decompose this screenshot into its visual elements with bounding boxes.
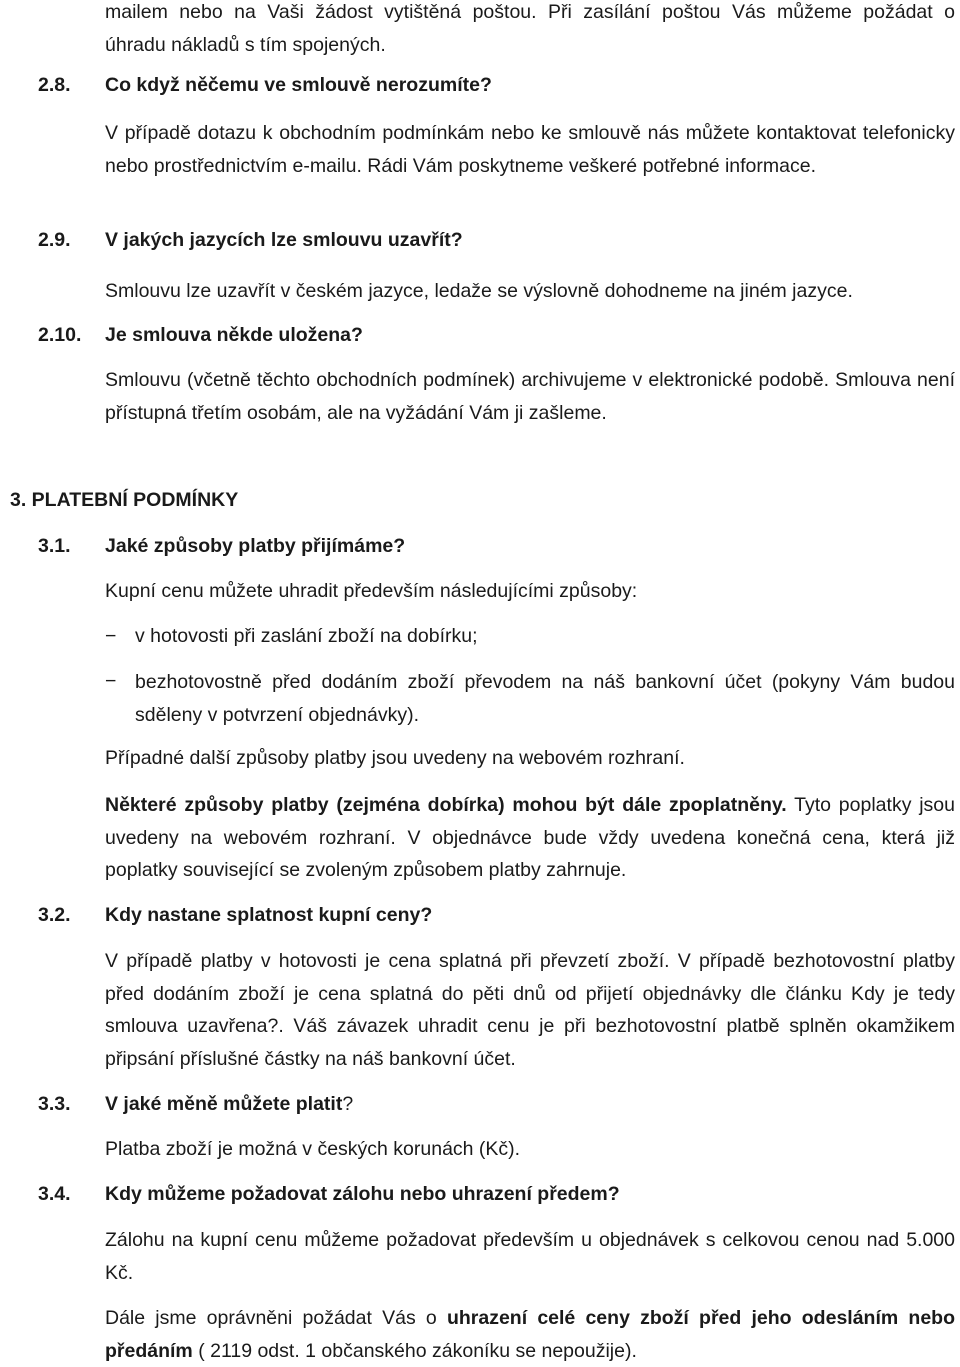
section-title: Je smlouva někde uložena? [105, 324, 363, 346]
p2-start: Dále jsme oprávněni požádat Vás o [105, 1307, 447, 1329]
section-number: 3.1. [38, 535, 71, 557]
section-title-end: ? [342, 1093, 354, 1115]
section-title: V jaké měně můžete platit [105, 1093, 343, 1115]
p2-end: ( 2119 odst. 1 občanského zákoníku se nepoužije). [192, 1339, 637, 1362]
section-title: Co když něčemu ve smlouvě nerozumíte? [105, 74, 492, 96]
p2-bold: uhrazení celé ceny zboží před jeho odesláním nebo předáním [105, 1307, 955, 1362]
intro-paragraph [105, 0, 955, 61]
section-title: Kdy nastane splatnost kupní ceny? [105, 904, 433, 926]
section-text: Zálohu na kupní cenu můžeme požadovat především u objednávek s celkovou cenou nad 5.000 Kč. [105, 1229, 955, 1284]
section-text: Platba zboží je možná v českých korunách (Kč). [105, 1138, 521, 1160]
section-title-wrap [105, 1093, 955, 1116]
bullet-mark: − [105, 670, 117, 692]
fees-rest: Tyto poplatky jsou uvedeny na webovém rozhraní. V objednávce bude vždy uvedena konečná cena, která již poplatky související se zvoleným způsobem platby zahrnuje. [105, 794, 956, 881]
chapter-heading: 3. PLATEBNÍ PODMÍNKY [10, 489, 239, 511]
section-text: V případě dotazu k obchodním podmínkám nebo ke smlouvě nás můžete kontaktovat telefonicky nebo prostřednictvím e-mailu. Rádi Vám poskytneme veškeré potřebné informace. [105, 122, 955, 177]
section-title: V jakých jazycích lze smlouvu uzavřít? [105, 229, 463, 251]
section-text: V případě platby v hotovosti je cena splatná při převzetí zboží. V případě bezhotovostní platby před dodáním zboží je cena splatná do pěti dnů od přijetí objednávky dle článku Kdy je tedy smlouva uzavřena?. Váš závazek uhradit cenu je při bezhotovostní platbě splněn okamžikem připsání příslušné částky na náš bankovní účet. [105, 950, 955, 1070]
section-number: 3.4. [38, 1183, 71, 1205]
intro-line-2: úhradu nákladů s tím spojených. [105, 33, 386, 56]
section-number: 3.2. [38, 904, 71, 926]
fees-bold: Některé způsoby platby (zejména dobírka) mohou být dále zpoplatněny. [105, 794, 787, 816]
payment-fees [105, 789, 955, 887]
section-number: 3.3. [38, 1093, 71, 1115]
bullet-item: bezhotovostně před dodáním zboží převodem na náš bankovní účet (pokyny Vám budou sděleny v potvrzení objednávky). [135, 671, 955, 726]
section-text: Smlouvu lze uzavřít v českém jazyce, ledaže se výslovně dohodneme na jiném jazyce. [105, 280, 853, 302]
payment-other: Případné další způsoby platby jsou uvedeny na webovém rozhraní. [105, 747, 685, 769]
section-text-2 [105, 1302, 955, 1367]
section-number: 2.9. [38, 229, 71, 251]
section-number: 2.10. [38, 324, 82, 346]
section-text: Smlouvu (včetně těchto obchodních podmínek) archivujeme v elektronické podobě. Smlouva není přístupná třetím osobám, ale na vyžádání Vám ji zašleme. [105, 369, 955, 424]
intro-line-1: mailem nebo na Vaši žádost vytištěná poštou. Při zasílání poštou Vás můžeme požádat o [105, 1, 955, 23]
section-title: Kdy můžeme požadovat zálohu nebo uhrazení předem? [105, 1183, 620, 1205]
section-number: 2.8. [38, 74, 71, 96]
bullet-mark: − [105, 625, 117, 647]
section-title: Jaké způsoby platby přijímáme? [105, 535, 406, 557]
bullet-item: v hotovosti při zaslání zboží na dobírku; [135, 625, 478, 647]
payment-lead: Kupní cenu můžete uhradit především následujícími způsoby: [105, 580, 638, 602]
